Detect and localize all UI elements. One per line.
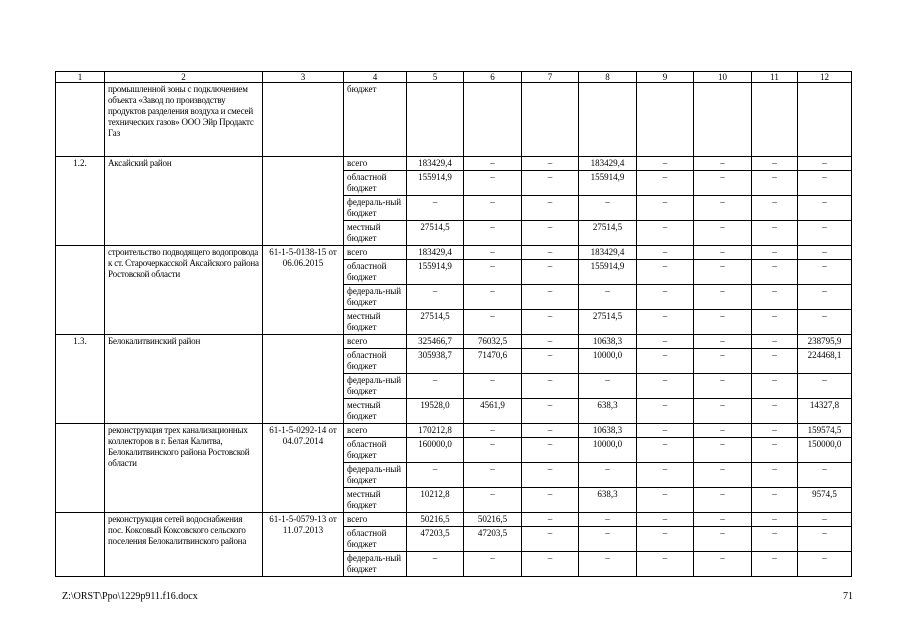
- source-cell: областной бюджет: [344, 527, 407, 552]
- value-cell: –: [464, 424, 522, 438]
- value-cell: –: [522, 196, 579, 221]
- value-cell: –: [407, 374, 464, 399]
- source-cell: всего: [344, 246, 407, 260]
- header-cell: 8: [579, 72, 637, 83]
- value-cell: –: [522, 171, 579, 196]
- value-cell: 10638,3: [579, 335, 637, 349]
- value-cell: [694, 83, 752, 157]
- value-cell: –: [637, 310, 694, 335]
- value-cell: 155914,9: [579, 260, 637, 285]
- value-cell: –: [752, 196, 798, 221]
- ref-cell: [263, 157, 344, 246]
- source-cell: федераль-ный бюджет: [344, 463, 407, 488]
- value-cell: –: [694, 285, 752, 310]
- source-cell: областной бюджет: [344, 171, 407, 196]
- value-cell: –: [579, 374, 637, 399]
- value-cell: 224468,1: [798, 349, 852, 374]
- ref-cell: [263, 83, 344, 157]
- value-cell: –: [522, 552, 579, 577]
- value-cell: –: [522, 438, 579, 463]
- value-cell: –: [522, 260, 579, 285]
- value-cell: –: [694, 463, 752, 488]
- value-cell: 47203,5: [407, 527, 464, 552]
- footer-file-path: Z:\ORST\Ppo\1229p911.f16.docx: [62, 591, 198, 602]
- source-cell: всего: [344, 513, 407, 527]
- value-cell: –: [752, 488, 798, 513]
- value-cell: 183429,4: [579, 246, 637, 260]
- value-cell: 9574,5: [798, 488, 852, 513]
- intro-row: [56, 83, 852, 157]
- value-cell: –: [752, 527, 798, 552]
- value-cell: –: [752, 157, 798, 171]
- value-cell: –: [798, 246, 852, 260]
- value-cell: –: [694, 488, 752, 513]
- num-cell: [56, 424, 105, 513]
- header-cell: 10: [694, 72, 752, 83]
- table-row: [56, 335, 852, 349]
- value-cell: –: [694, 196, 752, 221]
- value-cell: –: [752, 438, 798, 463]
- value-cell: –: [798, 285, 852, 310]
- value-cell: –: [752, 246, 798, 260]
- value-cell: –: [798, 221, 852, 246]
- source-cell: местный бюджет: [344, 488, 407, 513]
- value-cell: –: [694, 246, 752, 260]
- value-cell: –: [579, 513, 637, 527]
- value-cell: –: [694, 374, 752, 399]
- value-cell: –: [694, 310, 752, 335]
- value-cell: 155914,9: [407, 171, 464, 196]
- value-cell: –: [752, 260, 798, 285]
- num-cell: [56, 513, 105, 577]
- value-cell: –: [522, 463, 579, 488]
- value-cell: –: [522, 488, 579, 513]
- value-cell: 14327,8: [798, 399, 852, 424]
- header-cell: 7: [522, 72, 579, 83]
- value-cell: –: [694, 349, 752, 374]
- value-cell: –: [464, 221, 522, 246]
- header-cell: 11: [752, 72, 798, 83]
- value-cell: –: [464, 438, 522, 463]
- num-cell: [56, 83, 105, 157]
- table-row: [56, 246, 852, 260]
- source-cell: всего: [344, 424, 407, 438]
- value-cell: –: [522, 399, 579, 424]
- value-cell: [637, 83, 694, 157]
- header-cell: 6: [464, 72, 522, 83]
- value-cell: –: [522, 157, 579, 171]
- value-cell: 10212,8: [407, 488, 464, 513]
- value-cell: –: [694, 513, 752, 527]
- value-cell: 183429,4: [407, 246, 464, 260]
- value-cell: –: [752, 221, 798, 246]
- value-cell: 50216,5: [464, 513, 522, 527]
- value-cell: –: [637, 171, 694, 196]
- table-row: [56, 424, 852, 438]
- value-cell: –: [637, 552, 694, 577]
- value-cell: –: [637, 438, 694, 463]
- value-cell: –: [464, 310, 522, 335]
- ref-cell: 61-1-5-0579-13 от 11.07.2013: [263, 513, 344, 577]
- value-cell: –: [464, 285, 522, 310]
- value-cell: [522, 83, 579, 157]
- value-cell: –: [522, 527, 579, 552]
- value-cell: –: [694, 157, 752, 171]
- value-cell: –: [637, 335, 694, 349]
- budget-table: [55, 71, 852, 577]
- value-cell: –: [407, 463, 464, 488]
- value-cell: –: [522, 335, 579, 349]
- value-cell: 47203,5: [464, 527, 522, 552]
- ref-cell: 61-1-5-0292-14 от 04.07.2014: [263, 424, 344, 513]
- value-cell: –: [579, 527, 637, 552]
- value-cell: –: [694, 424, 752, 438]
- source-cell: бюджет: [344, 83, 407, 157]
- value-cell: [798, 83, 852, 157]
- value-cell: 76032,5: [464, 335, 522, 349]
- value-cell: 325466,7: [407, 335, 464, 349]
- header-cell: 3: [263, 72, 344, 83]
- value-cell: –: [798, 463, 852, 488]
- value-cell: –: [637, 424, 694, 438]
- table-row: [56, 157, 852, 171]
- value-cell: –: [798, 310, 852, 335]
- source-cell: местный бюджет: [344, 221, 407, 246]
- value-cell: –: [637, 349, 694, 374]
- name-cell: реконструкция сетей водоснабжения пос. Коксовый Коксовского сельского поселения Белокалитвинского района: [105, 513, 263, 577]
- value-cell: –: [694, 260, 752, 285]
- value-cell: –: [579, 463, 637, 488]
- value-cell: –: [637, 513, 694, 527]
- value-cell: –: [637, 374, 694, 399]
- value-cell: –: [798, 552, 852, 577]
- num-cell: 1.2.: [56, 157, 105, 246]
- header-cell: 5: [407, 72, 464, 83]
- value-cell: –: [464, 157, 522, 171]
- value-cell: –: [637, 196, 694, 221]
- value-cell: 638,3: [579, 399, 637, 424]
- value-cell: 238795,9: [798, 335, 852, 349]
- name-cell: реконструкция трех канализационных коллекторов в г. Белая Калитва, Белокалитвинского района Ростовской области: [105, 424, 263, 513]
- value-cell: –: [637, 260, 694, 285]
- value-cell: –: [637, 527, 694, 552]
- value-cell: –: [637, 157, 694, 171]
- name-cell: Аксайский район: [105, 157, 263, 246]
- value-cell: [464, 83, 522, 157]
- value-cell: –: [637, 246, 694, 260]
- header-cell: 12: [798, 72, 852, 83]
- table-row: [56, 513, 852, 527]
- value-cell: –: [694, 335, 752, 349]
- value-cell: –: [694, 171, 752, 196]
- value-cell: 638,3: [579, 488, 637, 513]
- num-cell: [56, 246, 105, 335]
- value-cell: [752, 83, 798, 157]
- value-cell: –: [522, 221, 579, 246]
- value-cell: –: [752, 349, 798, 374]
- value-cell: –: [637, 399, 694, 424]
- header-cell: 1: [56, 72, 105, 83]
- header-cell: 4: [344, 72, 407, 83]
- value-cell: 50216,5: [407, 513, 464, 527]
- value-cell: –: [522, 513, 579, 527]
- value-cell: –: [522, 349, 579, 374]
- value-cell: –: [579, 552, 637, 577]
- value-cell: –: [464, 488, 522, 513]
- ref-cell: 61-1-5-0138-15 от 06.06.2015: [263, 246, 344, 335]
- value-cell: –: [694, 527, 752, 552]
- source-cell: федераль-ный бюджет: [344, 552, 407, 577]
- value-cell: –: [407, 552, 464, 577]
- value-cell: –: [798, 196, 852, 221]
- value-cell: 183429,4: [579, 157, 637, 171]
- value-cell: –: [752, 374, 798, 399]
- header-cell: 2: [105, 72, 263, 83]
- value-cell: –: [752, 399, 798, 424]
- value-cell: –: [637, 221, 694, 246]
- value-cell: –: [522, 424, 579, 438]
- value-cell: 19528,0: [407, 399, 464, 424]
- value-cell: –: [694, 221, 752, 246]
- value-cell: –: [522, 374, 579, 399]
- value-cell: 183429,4: [407, 157, 464, 171]
- value-cell: –: [752, 424, 798, 438]
- value-cell: 159574,5: [798, 424, 852, 438]
- source-cell: областной бюджет: [344, 349, 407, 374]
- source-cell: местный бюджет: [344, 399, 407, 424]
- value-cell: 71470,6: [464, 349, 522, 374]
- value-cell: –: [464, 260, 522, 285]
- value-cell: 150000,0: [798, 438, 852, 463]
- value-cell: –: [464, 374, 522, 399]
- value-cell: –: [694, 552, 752, 577]
- value-cell: –: [637, 285, 694, 310]
- value-cell: 10000,0: [579, 349, 637, 374]
- source-cell: областной бюджет: [344, 260, 407, 285]
- value-cell: –: [798, 157, 852, 171]
- value-cell: –: [798, 374, 852, 399]
- value-cell: –: [522, 246, 579, 260]
- value-cell: –: [464, 552, 522, 577]
- value-cell: –: [752, 552, 798, 577]
- source-cell: областной бюджет: [344, 438, 407, 463]
- value-cell: –: [798, 260, 852, 285]
- value-cell: –: [407, 285, 464, 310]
- value-cell: –: [464, 463, 522, 488]
- value-cell: –: [579, 285, 637, 310]
- name-cell: Белокалитвинский район: [105, 335, 263, 424]
- source-cell: федераль-ный бюджет: [344, 374, 407, 399]
- page-number: 71: [843, 591, 853, 602]
- value-cell: –: [752, 463, 798, 488]
- name-cell: строительство подводящего водопровода к ст. Старочеркасской Аксайского района Ростовской области: [105, 246, 263, 335]
- value-cell: –: [798, 171, 852, 196]
- value-cell: [407, 83, 464, 157]
- value-cell: –: [752, 310, 798, 335]
- source-cell: всего: [344, 157, 407, 171]
- value-cell: –: [694, 399, 752, 424]
- value-cell: –: [694, 438, 752, 463]
- value-cell: –: [464, 171, 522, 196]
- value-cell: –: [798, 513, 852, 527]
- value-cell: –: [522, 285, 579, 310]
- source-cell: федераль-ный бюджет: [344, 285, 407, 310]
- source-cell: федераль-ный бюджет: [344, 196, 407, 221]
- value-cell: 155914,9: [407, 260, 464, 285]
- header-row: [56, 72, 852, 83]
- value-cell: –: [752, 171, 798, 196]
- value-cell: 27514,5: [407, 221, 464, 246]
- value-cell: –: [752, 285, 798, 310]
- value-cell: –: [464, 196, 522, 221]
- value-cell: –: [752, 335, 798, 349]
- source-cell: всего: [344, 335, 407, 349]
- value-cell: –: [637, 488, 694, 513]
- ref-cell: [263, 335, 344, 424]
- value-cell: –: [637, 463, 694, 488]
- value-cell: –: [522, 310, 579, 335]
- value-cell: 27514,5: [407, 310, 464, 335]
- value-cell: –: [407, 196, 464, 221]
- value-cell: 10000,0: [579, 438, 637, 463]
- source-cell: местный бюджет: [344, 310, 407, 335]
- name-cell: промышленной зоны с подключением объекта «Завод по производству продуктов разделения воздуха и смесей технических газов» ООО Эйр Продактс Газ: [105, 83, 263, 157]
- value-cell: –: [464, 246, 522, 260]
- value-cell: 4561,9: [464, 399, 522, 424]
- num-cell: 1.3.: [56, 335, 105, 424]
- value-cell: 170212,8: [407, 424, 464, 438]
- value-cell: 155914,9: [579, 171, 637, 196]
- value-cell: –: [798, 527, 852, 552]
- value-cell: 27514,5: [579, 310, 637, 335]
- value-cell: 27514,5: [579, 221, 637, 246]
- value-cell: [579, 83, 637, 157]
- value-cell: –: [579, 196, 637, 221]
- header-cell: 9: [637, 72, 694, 83]
- value-cell: –: [752, 513, 798, 527]
- value-cell: 305938,7: [407, 349, 464, 374]
- value-cell: 160000,0: [407, 438, 464, 463]
- value-cell: 10638,3: [579, 424, 637, 438]
